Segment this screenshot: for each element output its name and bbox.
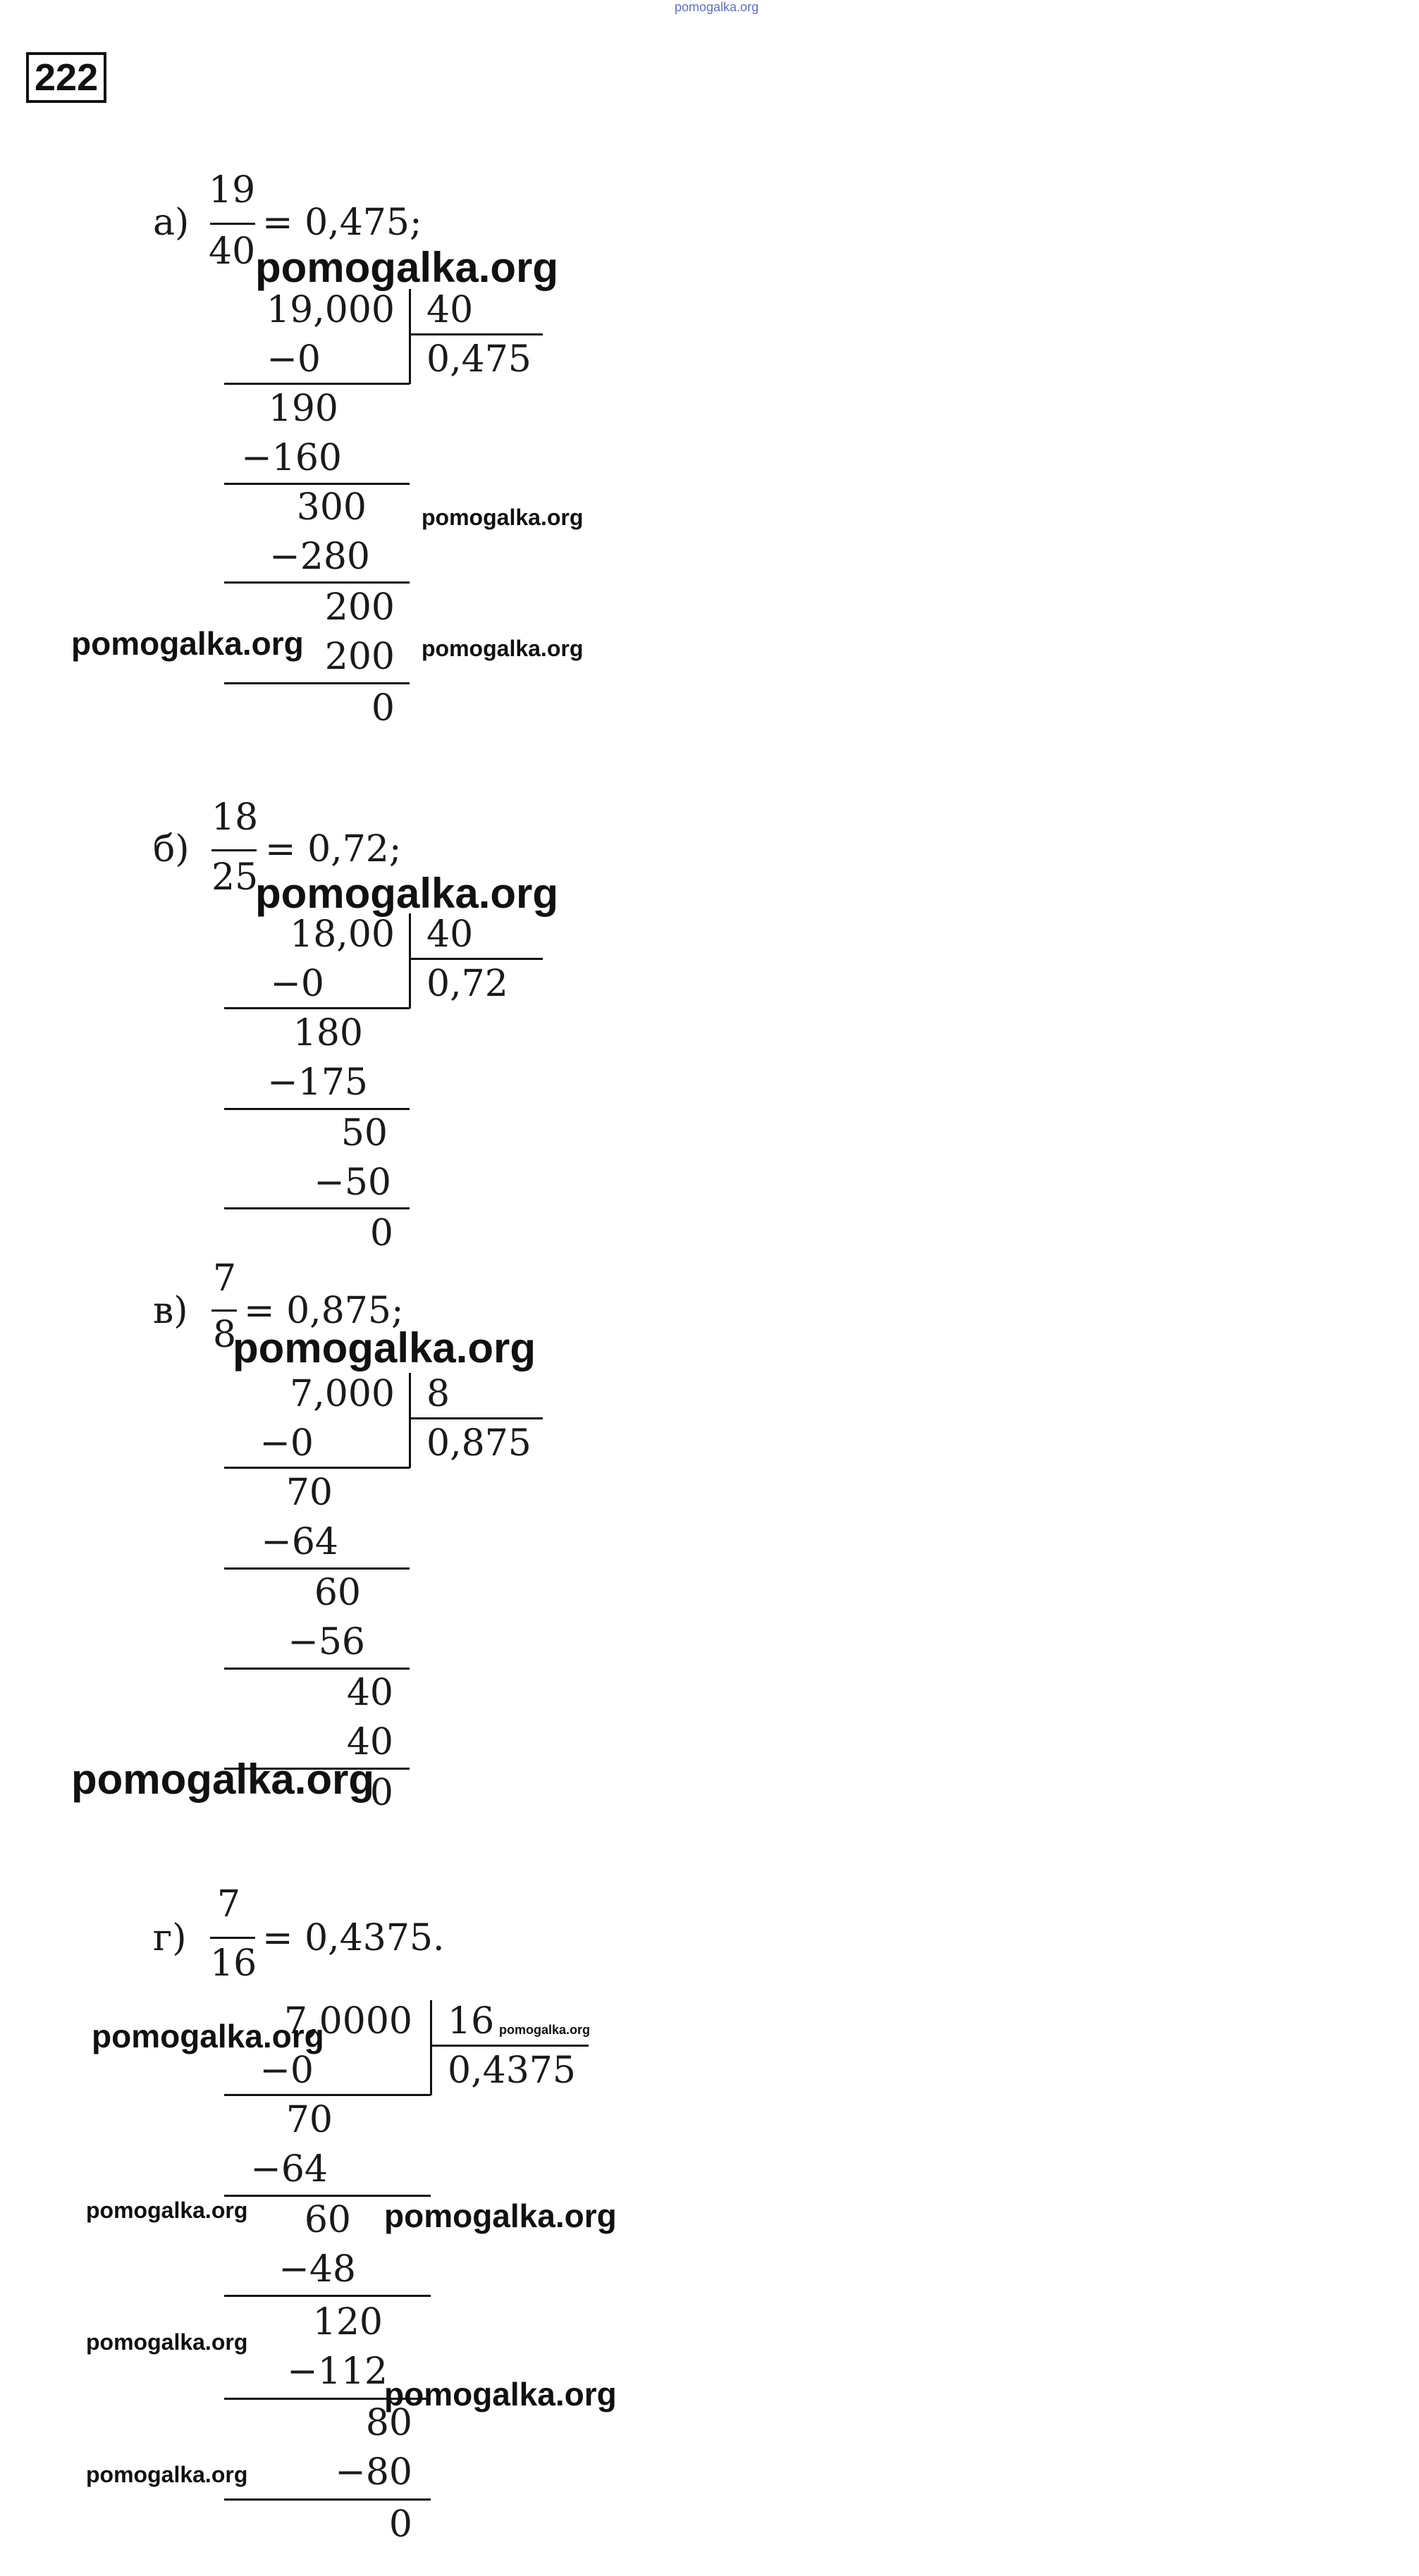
watermark: pomogalka.org bbox=[71, 1756, 375, 1803]
step-value: 80 bbox=[365, 2402, 412, 2444]
divisor: 40 bbox=[426, 913, 474, 956]
step-line bbox=[224, 483, 410, 485]
fraction-numerator: 19 bbox=[209, 169, 256, 211]
division-vertical-line bbox=[409, 289, 411, 384]
step-value: 120 bbox=[312, 2301, 383, 2343]
step-line bbox=[224, 2498, 431, 2501]
step-value: −280 bbox=[269, 536, 370, 578]
item-label: г) bbox=[153, 1917, 187, 1959]
step-value: −56 bbox=[288, 1621, 365, 1663]
fraction-numerator: 7 bbox=[217, 1883, 241, 1925]
step-value: 190 bbox=[268, 388, 338, 430]
divisor-underline bbox=[409, 1417, 543, 1419]
step-value: 300 bbox=[296, 486, 367, 529]
dividend: 7,0000 bbox=[284, 2000, 412, 2042]
dividend: 7,000 bbox=[290, 1373, 395, 1415]
step-value: −0 bbox=[266, 338, 321, 381]
step-line bbox=[224, 682, 410, 684]
equation-result: = 0,875; bbox=[244, 1290, 404, 1332]
step-value: 200 bbox=[324, 586, 395, 629]
step-line bbox=[224, 1007, 410, 1009]
watermark: pomogalka.org bbox=[86, 2329, 248, 2355]
step-value: −64 bbox=[261, 1521, 338, 1563]
step-value: −80 bbox=[335, 2451, 412, 2494]
division-vertical-line bbox=[409, 913, 411, 1009]
fraction-bar bbox=[211, 849, 257, 851]
fraction-bar bbox=[210, 223, 255, 225]
step-line bbox=[224, 383, 410, 385]
fraction-numerator: 7 bbox=[213, 1257, 237, 1300]
step-line bbox=[224, 581, 410, 584]
step-value: 0 bbox=[371, 687, 395, 729]
item-label: б) bbox=[153, 828, 190, 870]
dividend: 18,00 bbox=[290, 913, 395, 956]
step-line bbox=[224, 2295, 431, 2297]
site-url[interactable]: pomogalka.org bbox=[675, 0, 759, 14]
step-value: 70 bbox=[285, 2099, 333, 2141]
step-line bbox=[224, 2094, 431, 2096]
fraction-numerator: 18 bbox=[211, 796, 259, 839]
divisor: 16 bbox=[448, 2000, 495, 2042]
step-value: −112 bbox=[287, 2350, 388, 2393]
step-value: 0 bbox=[369, 1772, 393, 1814]
equation-result: = 0,4375. bbox=[262, 1917, 445, 1959]
watermark: pomogalka.org bbox=[71, 625, 304, 662]
watermark: pomogalka.org bbox=[233, 1324, 536, 1372]
step-value: 0 bbox=[388, 2503, 412, 2546]
fraction-bar bbox=[211, 1309, 237, 1312]
quotient: 0,4375 bbox=[448, 2050, 576, 2092]
watermark: pomogalka.org bbox=[92, 2018, 324, 2054]
step-value: −0 bbox=[259, 2050, 314, 2092]
item-label: в) bbox=[153, 1290, 188, 1332]
watermark: pomogalka.org bbox=[499, 2023, 591, 2037]
fraction-denominator: 40 bbox=[209, 230, 256, 273]
step-line bbox=[224, 1108, 410, 1110]
watermark: pomogalka.org bbox=[422, 505, 584, 530]
divisor-underline bbox=[409, 958, 543, 960]
watermark: pomogalka.org bbox=[255, 870, 559, 917]
step-line bbox=[224, 1207, 410, 1209]
step-value: −0 bbox=[270, 963, 324, 1005]
step-value: −0 bbox=[259, 1422, 314, 1465]
watermark: pomogalka.org bbox=[384, 2376, 617, 2412]
problem-number-badge: 222 bbox=[26, 52, 106, 103]
divisor: 8 bbox=[426, 1373, 450, 1415]
fraction-denominator: 25 bbox=[211, 856, 259, 899]
division-vertical-line bbox=[430, 2000, 432, 2095]
step-value: 40 bbox=[346, 1721, 393, 1763]
step-value: −50 bbox=[314, 1161, 391, 1204]
step-line bbox=[224, 1668, 410, 1670]
watermark: pomogalka.org bbox=[255, 244, 559, 291]
equation-result: = 0,72; bbox=[265, 828, 402, 870]
watermark: pomogalka.org bbox=[422, 636, 584, 661]
step-value: 200 bbox=[324, 636, 395, 678]
step-line bbox=[224, 1567, 410, 1570]
fraction-bar bbox=[210, 1937, 255, 1939]
step-value: −64 bbox=[250, 2148, 328, 2190]
step-value: 60 bbox=[314, 1572, 361, 1614]
step-value: −175 bbox=[267, 1061, 368, 1104]
fraction-denominator: 8 bbox=[213, 1314, 237, 1356]
step-value: 40 bbox=[346, 1672, 393, 1714]
watermark: pomogalka.org bbox=[384, 2198, 617, 2234]
step-line bbox=[224, 1467, 410, 1469]
dividend: 19,000 bbox=[266, 289, 395, 331]
quotient: 0,475 bbox=[426, 338, 532, 381]
quotient: 0,875 bbox=[426, 1422, 532, 1465]
division-vertical-line bbox=[409, 1373, 411, 1468]
watermark: pomogalka.org bbox=[86, 2462, 248, 2487]
step-value: 70 bbox=[285, 1472, 333, 1514]
step-value: 0 bbox=[369, 1212, 393, 1255]
quotient: 0,72 bbox=[426, 963, 508, 1005]
watermark: pomogalka.org bbox=[86, 2198, 248, 2223]
step-value: 180 bbox=[293, 1012, 363, 1054]
step-value: −160 bbox=[241, 437, 342, 479]
step-value: 50 bbox=[340, 1112, 388, 1154]
divisor-underline bbox=[430, 2045, 589, 2047]
divisor: 40 bbox=[426, 289, 474, 331]
fraction-denominator: 16 bbox=[210, 1942, 257, 1985]
item-label: а) bbox=[153, 202, 190, 244]
equation-result: = 0,475; bbox=[262, 202, 422, 244]
step-value: −48 bbox=[278, 2248, 356, 2291]
divisor-underline bbox=[409, 333, 543, 335]
step-value: 60 bbox=[304, 2199, 351, 2241]
